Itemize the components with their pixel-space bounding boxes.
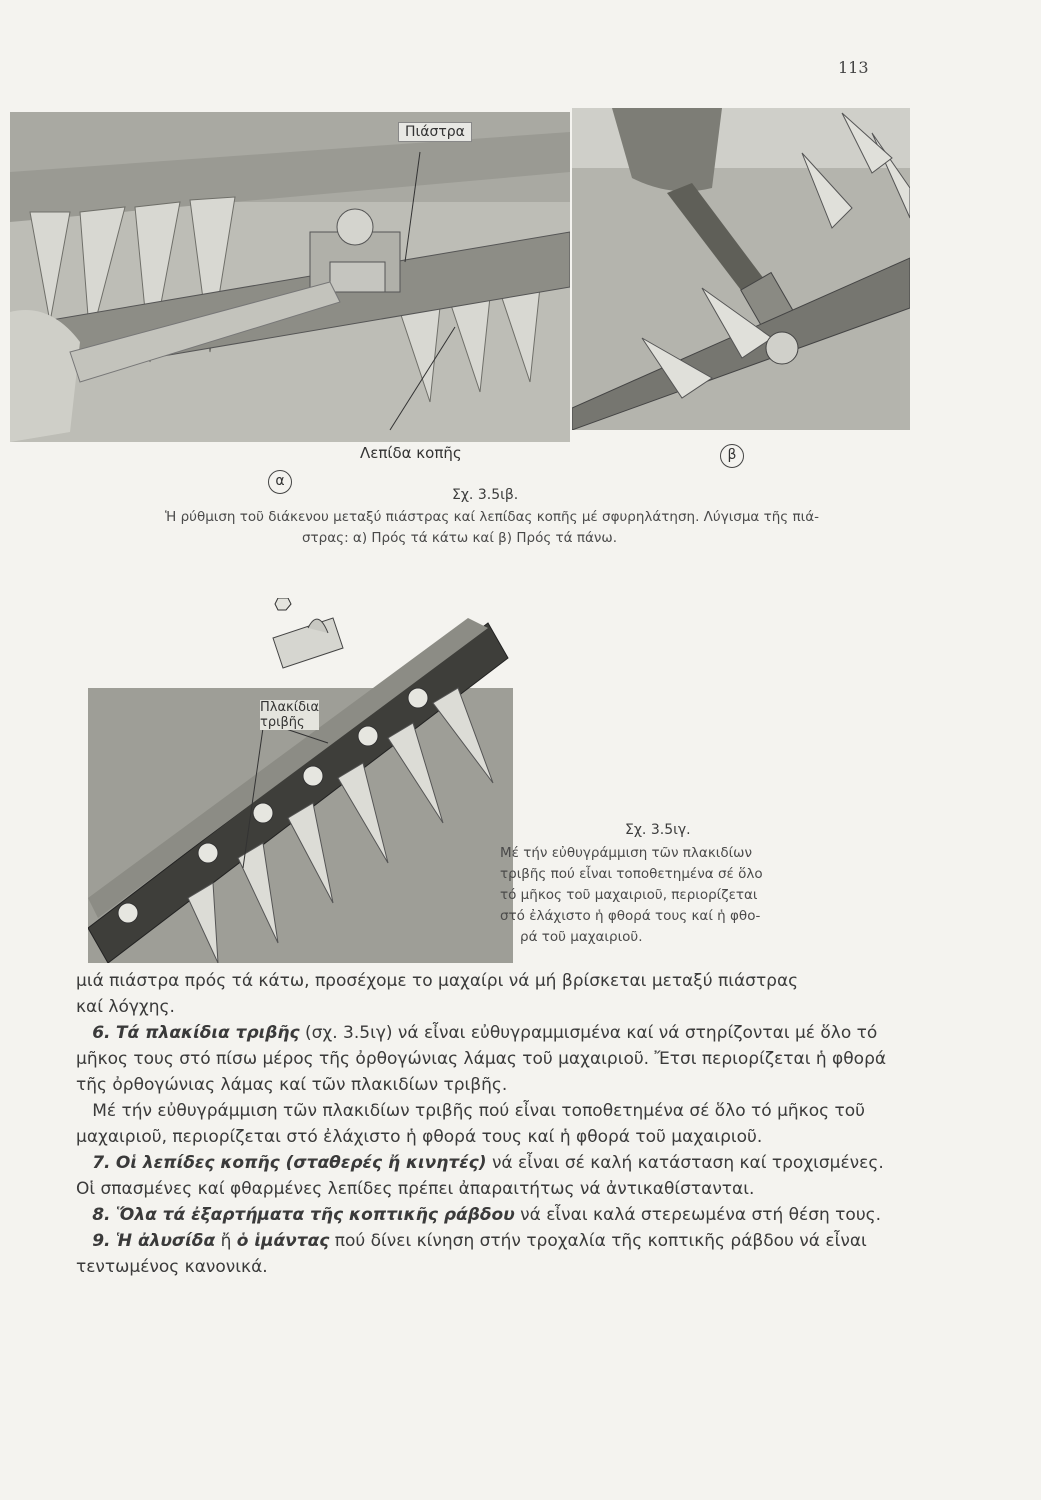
mark-b: β xyxy=(720,444,744,468)
item-9-or: ἤ xyxy=(220,1231,232,1251)
figure-3-5ig-caption-line2: τριβῆς πού εἶναι τοποθετημένα σέ ὅλο xyxy=(500,866,763,882)
item-6-paragraph2-text: Μέ τήν εὐθυγράμμιση τῶν πλακιδίων τριβῆς πού εἶναι τοποθετημένα σέ ὅλο τό μῆκος τοῦ μαχαιριοῦ, περιορίζεται στό ἐλάχιστο ἡ φθορά τους καί ἡ φθορά τοῦ μαχαιριοῦ. xyxy=(76,1101,865,1147)
label-cutting-blade: Λεπίδα κοπῆς xyxy=(360,444,462,462)
item-7-title: Οἱ λεπίδες κοπῆς (σταθερές ἤ κινητές) xyxy=(115,1153,487,1173)
label-friction-plates-line2: τριβῆς xyxy=(260,715,305,730)
photo-cutter-bar-plate xyxy=(10,112,570,442)
label-friction-plates-line1: Πλακίδια xyxy=(260,700,320,715)
item-8-number: 8. xyxy=(92,1205,111,1225)
label-plate: Πιάστρα xyxy=(398,122,472,142)
body-text xyxy=(76,968,896,1280)
item-6-title: Τά πλακίδια τριβῆς xyxy=(115,1023,300,1043)
figure-3-5ig-caption xyxy=(500,843,860,948)
item-6-text: (σχ. 3.5ιγ) νά εἶναι εὐθυγραμμισμένα καί νά στηρίζονται μέ ὅλο τό μῆκος τους στό πίσω μέρος τῆς ὀρθογώνιας λάμας τοῦ μαχαιριοῦ. Ἔτσι περιορίζεται ἡ φθορά τῆς ὀρθογώνιας λάμας καί τῶν πλακιδίων τριβῆς. xyxy=(76,1023,887,1095)
item-8-text: νά εἶναι καλά στερεωμένα στή θέση τους. xyxy=(520,1205,882,1225)
figure-3-5ib-caption-line1: Ἡ ρύθμιση τοῦ διάκενου μεταξύ πιάστρας καί λεπίδας κοπῆς μέ σφυρηλάτηση. Λύγισμα τῆς πιά- xyxy=(165,509,819,525)
item-8-title: Ὅλα τά ἐξαρτήματα τῆς κοπτικῆς ράβδου xyxy=(115,1205,515,1225)
figure-3-5ig-caption-line5: ρά τοῦ μαχαιριοῦ. xyxy=(520,929,643,945)
intro-line2: καί λόγχης. xyxy=(76,997,175,1017)
item-9-title-belt: ὁ ἱμάντας xyxy=(236,1231,330,1251)
item-7-number: 7. xyxy=(92,1153,111,1173)
figure-3-5ib-caption-line2: στρας: α) Πρός τά κάτω καί β) Πρός τά πάνω. xyxy=(302,530,618,546)
item-9-text: πού δίνει κίνηση στήν τροχαλία τῆς κοπτικῆς ράβδου νά εἶναι τεντωμένος κανονικά. xyxy=(76,1231,867,1277)
label-friction-plates xyxy=(260,700,319,730)
figure-3-5ig-title: Σχ. 3.5ιγ. xyxy=(625,822,691,838)
item-6 xyxy=(76,1020,896,1098)
figure-3-5ig-caption-line1: Μέ τήν εὐθυγράμμιση τῶν πλακιδίων xyxy=(500,845,753,861)
item-8 xyxy=(76,1202,896,1228)
item-9-title-chain: Ἡ ἀλυσίδα xyxy=(115,1231,216,1251)
item-9-number: 9. xyxy=(92,1231,111,1251)
mark-a: α xyxy=(268,470,292,494)
item-6-paragraph2 xyxy=(76,1098,896,1150)
photo-hammer-adjusting xyxy=(572,108,910,430)
figure-3-5ig-caption-line3: τό μῆκος τοῦ μαχαιριοῦ, περιορίζεται xyxy=(500,887,758,903)
figure-3-5ib-title: Σχ. 3.5ιβ. xyxy=(452,487,519,503)
item-7 xyxy=(76,1150,896,1202)
item-6-number: 6. xyxy=(92,1023,111,1043)
page-number: 113 xyxy=(838,58,869,77)
figure-3-5ig-caption-line4: στό ἐλάχιστο ἡ φθορά τους καί ἡ φθο- xyxy=(500,908,761,924)
item-7-text: νά εἶναι σέ καλή κατάσταση καί τροχισμένες. Οἱ σπασμένες καί φθαρμένες λεπίδες πρέπει ἀπαραιτήτως νά ἀντικαθίστανται. xyxy=(76,1153,884,1199)
intro-line1: μιά πιάστρα πρός τά κάτω, προσέχομε το μαχαίρι νά μή βρίσκεται μεταξύ πιάστρας xyxy=(76,971,799,991)
photo-friction-plates xyxy=(88,598,513,963)
item-9 xyxy=(76,1228,896,1280)
